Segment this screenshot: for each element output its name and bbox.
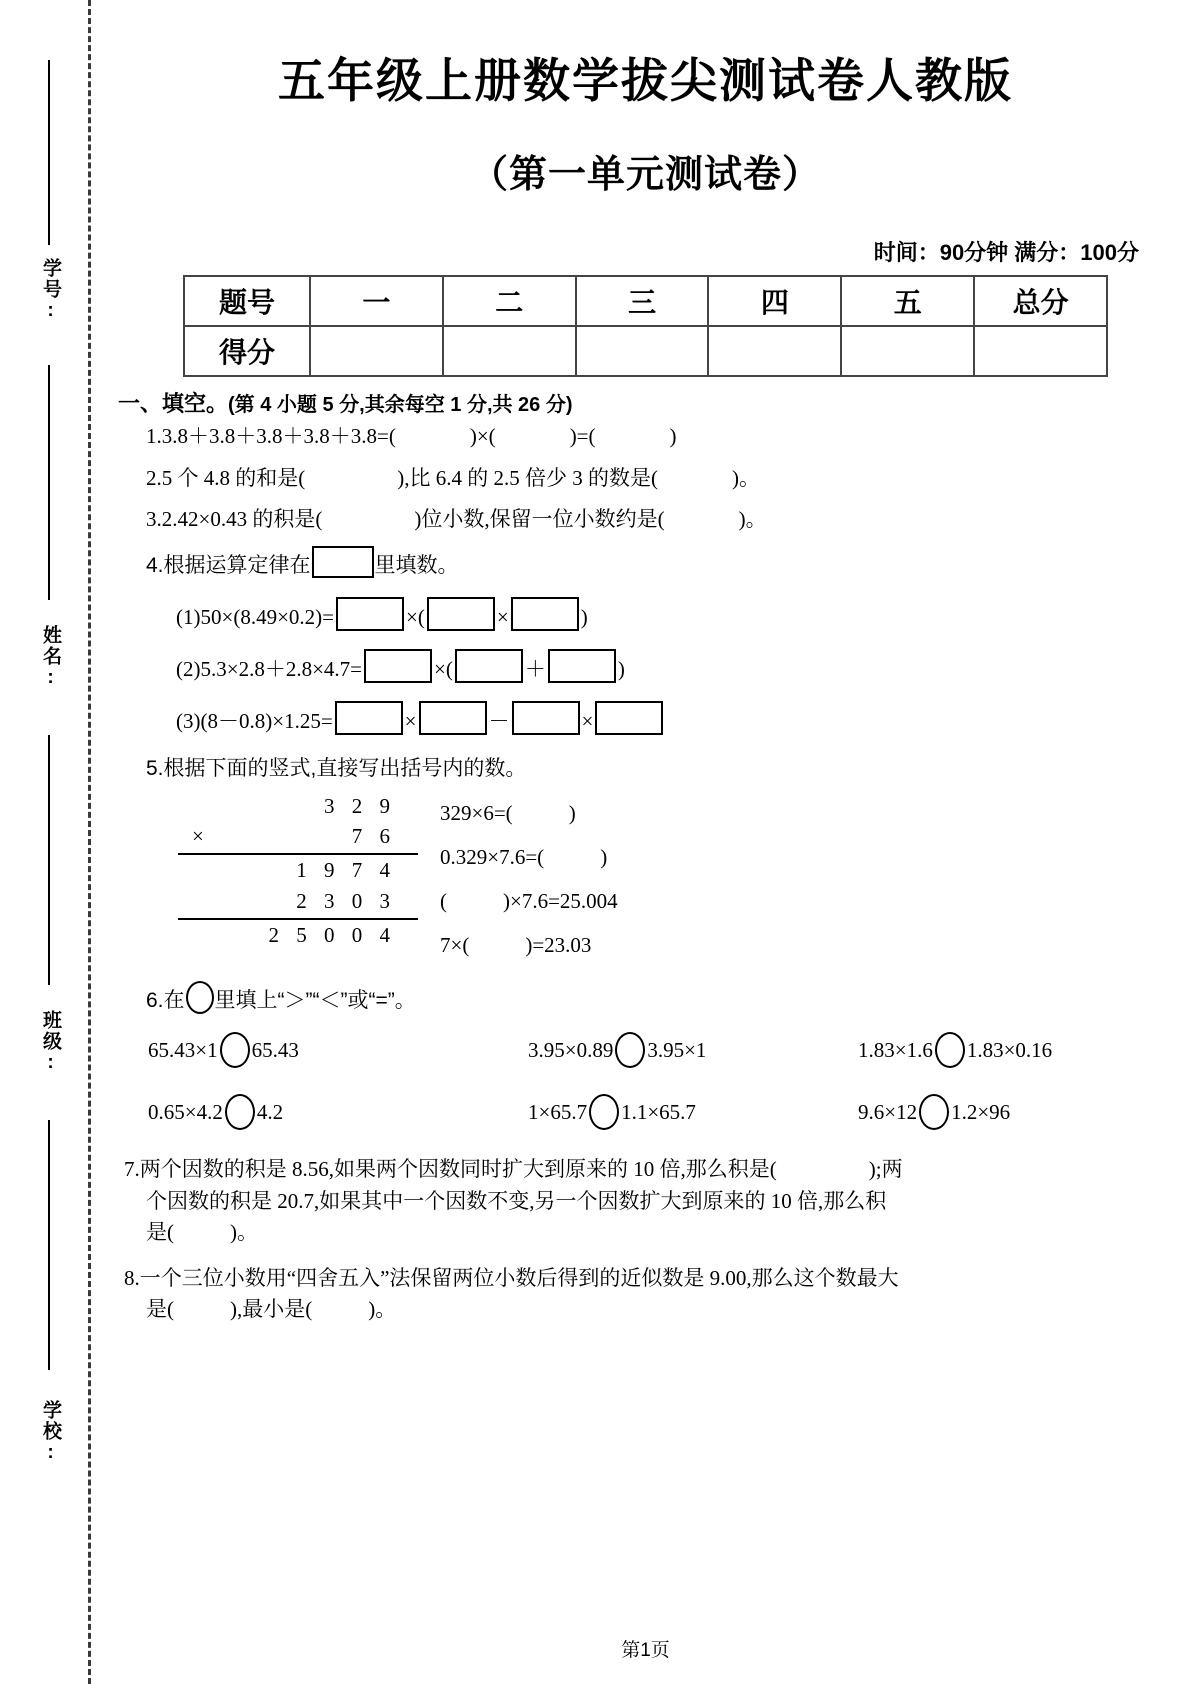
score-table-col-total: 总分 bbox=[974, 276, 1107, 326]
question-8 bbox=[118, 1263, 1161, 1326]
question-2-text-b: ),比 6.4 的 2.5 倍少 3 的数是( bbox=[397, 465, 658, 490]
field-label-student-id: 学号: bbox=[40, 258, 61, 323]
question-3-text-b: )位小数,保留一位小数约是( bbox=[414, 507, 665, 531]
question-4-sub-3-op3: × bbox=[581, 709, 594, 733]
question-4-text-b: 里填数。 bbox=[374, 553, 459, 577]
comparison-circle[interactable] bbox=[220, 1032, 250, 1068]
section-heading-label: 一、填空。 bbox=[118, 391, 229, 416]
question-4-text-a: 根据运算定律在 bbox=[163, 553, 311, 577]
question-4-sub-3-op2: － bbox=[488, 709, 510, 733]
comparison-left: 1×65.7 bbox=[528, 1099, 588, 1124]
comparison-item bbox=[148, 1094, 528, 1130]
comparison-item bbox=[528, 1032, 858, 1068]
question-5 bbox=[118, 753, 1161, 785]
comparison-right: 1.83×0.16 bbox=[966, 1037, 1053, 1062]
score-input-5[interactable] bbox=[841, 326, 974, 376]
equation-4-left: 7×( bbox=[440, 932, 470, 957]
question-8-number: 8. bbox=[124, 1265, 140, 1290]
vertical-row-product: 2 5 0 0 4 bbox=[268, 923, 396, 948]
field-label-class: 班级: bbox=[40, 1010, 61, 1075]
question-6-row-2 bbox=[118, 1094, 1161, 1130]
equation-2-left: 0.329×7.6=( bbox=[440, 844, 545, 869]
comparison-circle[interactable] bbox=[615, 1032, 645, 1068]
answer-box[interactable] bbox=[548, 649, 616, 683]
question-5-body bbox=[118, 791, 1161, 967]
question-1-text-a: 3.8＋3.8＋3.8＋3.8＋3.8=( bbox=[161, 424, 396, 448]
equation-4-right: )=23.03 bbox=[525, 932, 592, 957]
comparison-item bbox=[528, 1094, 858, 1130]
question-8-line-1: 一个三位小数用“四舍五入”法保留两位小数后得到的近似数是 9.00,那么这个数最大 bbox=[139, 1265, 899, 1290]
table-row bbox=[184, 276, 1107, 326]
section-heading-note: (第 4 小题 5 分,其余每空 1 分,共 26 分) bbox=[228, 394, 573, 416]
question-8-line-2c: )。 bbox=[368, 1297, 397, 1322]
question-3-text-c: )。 bbox=[738, 507, 767, 531]
question-5-equation-2 bbox=[440, 835, 618, 879]
score-table-row-label-score: 得分 bbox=[184, 326, 310, 376]
question-3-text-a: 2.42×0.43 的积是( bbox=[161, 507, 323, 531]
binding-margin bbox=[0, 0, 100, 1684]
margin-rule-4 bbox=[48, 1120, 50, 1370]
answer-box[interactable] bbox=[595, 701, 663, 735]
page-subtitle: （第一单元测试卷） bbox=[469, 154, 821, 196]
vertical-row-partial-1: 1 9 7 4 bbox=[296, 858, 396, 883]
question-4-sub-3 bbox=[118, 701, 1161, 735]
question-4-sub-3-label: (3)(8－0.8)×1.25= bbox=[176, 709, 333, 733]
equation-3-right: )×7.6=25.004 bbox=[503, 888, 618, 913]
multiply-icon: × bbox=[192, 823, 204, 848]
question-4-sub-1-op2: × bbox=[496, 605, 509, 629]
question-1-text-d: ) bbox=[669, 424, 677, 448]
answer-box[interactable] bbox=[336, 597, 404, 631]
score-input-4[interactable] bbox=[708, 326, 841, 376]
question-6-text-b: 里填上“＞”“＜”或“=”。 bbox=[214, 988, 416, 1012]
question-4-number: 4. bbox=[146, 553, 164, 577]
question-4-sub-2 bbox=[118, 649, 1161, 683]
question-8-line-2 bbox=[124, 1294, 1161, 1326]
page-number: 第1页 bbox=[621, 1640, 670, 1661]
question-5-text: 根据下面的竖式,直接写出括号内的数。 bbox=[163, 757, 527, 780]
page-title: 五年级上册数学拔尖测试卷人教版 bbox=[278, 54, 1013, 107]
question-7-line-3 bbox=[124, 1217, 1161, 1249]
answer-box[interactable] bbox=[512, 701, 580, 735]
question-7-line-1a: 两个因数的积是 8.56,如果两个因数同时扩大到原来的 10 倍,那么积是( bbox=[139, 1157, 777, 1182]
question-6-row-1 bbox=[118, 1032, 1161, 1068]
question-8-line-2a: 是( bbox=[146, 1297, 174, 1322]
comparison-item bbox=[858, 1032, 1052, 1068]
comparison-left: 1.83×1.6 bbox=[858, 1037, 933, 1062]
question-5-equations bbox=[440, 791, 618, 967]
question-7-line-3a: 是( bbox=[146, 1220, 174, 1245]
answer-box[interactable] bbox=[419, 701, 487, 735]
equation-3-left: ( bbox=[440, 888, 447, 913]
question-1-text-c: )=( bbox=[569, 424, 596, 448]
comparison-right: 1.1×65.7 bbox=[621, 1099, 696, 1124]
score-table-col-3: 三 bbox=[576, 276, 709, 326]
score-table-row-label: 题号 bbox=[184, 276, 310, 326]
question-4 bbox=[118, 546, 1161, 582]
fold-dashed-line bbox=[88, 0, 91, 1684]
equation-1-right: ) bbox=[568, 800, 576, 825]
comparison-left: 0.65×4.2 bbox=[148, 1099, 223, 1124]
score-table bbox=[183, 275, 1108, 377]
field-label-name: 姓名: bbox=[40, 625, 61, 690]
answer-box[interactable] bbox=[364, 649, 432, 683]
comparison-circle[interactable] bbox=[225, 1094, 255, 1130]
comparison-circle[interactable] bbox=[935, 1032, 965, 1068]
vertical-row-partial-2: 2 3 0 3 bbox=[178, 886, 418, 920]
equation-2-right: ) bbox=[600, 844, 608, 869]
comparison-circle[interactable] bbox=[186, 981, 214, 1014]
score-table-col-1: 一 bbox=[310, 276, 443, 326]
comparison-left: 3.95×0.89 bbox=[528, 1037, 614, 1062]
score-input-3[interactable] bbox=[576, 326, 709, 376]
equation-1-left: 329×6=( bbox=[440, 800, 513, 825]
score-table-col-5: 五 bbox=[841, 276, 974, 326]
question-7-number: 7. bbox=[124, 1157, 140, 1182]
answer-box[interactable] bbox=[312, 546, 374, 578]
section-heading-fill-in-blank bbox=[118, 393, 1161, 415]
comparison-right: 1.2×96 bbox=[951, 1099, 1011, 1124]
question-1 bbox=[118, 421, 1161, 453]
question-6-number: 6. bbox=[146, 988, 164, 1012]
score-table-col-2: 二 bbox=[443, 276, 576, 326]
question-6 bbox=[118, 981, 1161, 1017]
comparison-item bbox=[858, 1094, 1010, 1130]
question-5-equation-4 bbox=[440, 923, 618, 967]
question-8-line-2b: ),最小是( bbox=[230, 1297, 313, 1322]
exam-content bbox=[100, 377, 1191, 1326]
question-2-text-a: 5 个 4.8 的和是( bbox=[161, 465, 306, 490]
question-5-equation-1 bbox=[440, 791, 618, 835]
answer-box[interactable] bbox=[511, 597, 579, 631]
answer-box[interactable] bbox=[455, 649, 523, 683]
question-7-line-2: 个因数的积是 20.7,如果其中一个因数不变,另一个因数扩大到原来的 10 倍,那么积 bbox=[146, 1188, 887, 1213]
question-4-sub-3-op1: × bbox=[404, 709, 417, 733]
vertical-row-multiplier bbox=[178, 821, 418, 855]
comparison-left: 9.6×12 bbox=[858, 1099, 918, 1124]
question-3 bbox=[118, 504, 1161, 536]
comparison-left: 65.43×1 bbox=[148, 1037, 218, 1062]
score-table-col-4: 四 bbox=[708, 276, 841, 326]
question-4-sub-1-label: (1)50×(8.49×0.2)= bbox=[176, 605, 335, 629]
comparison-circle[interactable] bbox=[919, 1094, 949, 1130]
question-2 bbox=[118, 463, 1161, 495]
exam-meta: 时间：90分钟 满分：100分 bbox=[873, 240, 1139, 265]
margin-rule-3 bbox=[48, 735, 50, 985]
margin-rule-1 bbox=[48, 60, 50, 245]
question-1-number: 1. bbox=[146, 424, 162, 448]
question-4-sub-2-close: ) bbox=[617, 657, 625, 681]
question-4-sub-1-close: ) bbox=[580, 605, 588, 629]
question-3-number: 3. bbox=[146, 507, 162, 531]
question-5-number: 5. bbox=[146, 757, 164, 780]
question-7-line-1b: );两 bbox=[868, 1157, 903, 1182]
question-7 bbox=[118, 1154, 1161, 1249]
question-4-sub-1 bbox=[118, 597, 1161, 631]
answer-box[interactable] bbox=[427, 597, 495, 631]
comparison-right: 65.43 bbox=[251, 1037, 299, 1062]
question-4-sub-2-label: (2)5.3×2.8＋2.8×4.7= bbox=[176, 657, 363, 681]
question-5-equation-3 bbox=[440, 879, 618, 923]
question-6-text-a: 在 bbox=[163, 988, 185, 1012]
exam-sheet bbox=[100, 0, 1191, 1684]
comparison-right: 4.2 bbox=[256, 1099, 284, 1124]
field-label-school: 学校: bbox=[40, 1400, 61, 1465]
question-4-sub-1-op1: ×( bbox=[406, 605, 425, 629]
comparison-circle[interactable] bbox=[589, 1094, 619, 1130]
score-input-total[interactable] bbox=[974, 326, 1107, 376]
question-7-line-3b: )。 bbox=[230, 1220, 258, 1245]
table-row bbox=[184, 326, 1107, 376]
question-4-sub-2-op1: ×( bbox=[434, 657, 453, 681]
score-input-1[interactable] bbox=[310, 326, 443, 376]
question-1-text-b: )×( bbox=[469, 424, 496, 448]
question-4-sub-2-op2: ＋ bbox=[524, 657, 546, 681]
comparison-item bbox=[148, 1032, 528, 1068]
vertical-multiplication bbox=[178, 791, 418, 951]
vertical-row-multiplicand: 3 2 9 bbox=[324, 793, 396, 818]
question-2-number: 2. bbox=[146, 465, 162, 490]
question-2-text-c: )。 bbox=[732, 465, 760, 490]
comparison-right: 3.95×1 bbox=[647, 1037, 707, 1062]
answer-box[interactable] bbox=[335, 701, 403, 735]
margin-rule-2 bbox=[48, 365, 50, 600]
score-input-2[interactable] bbox=[443, 326, 576, 376]
vertical-row-multiplier-value: 7 6 bbox=[351, 823, 396, 848]
